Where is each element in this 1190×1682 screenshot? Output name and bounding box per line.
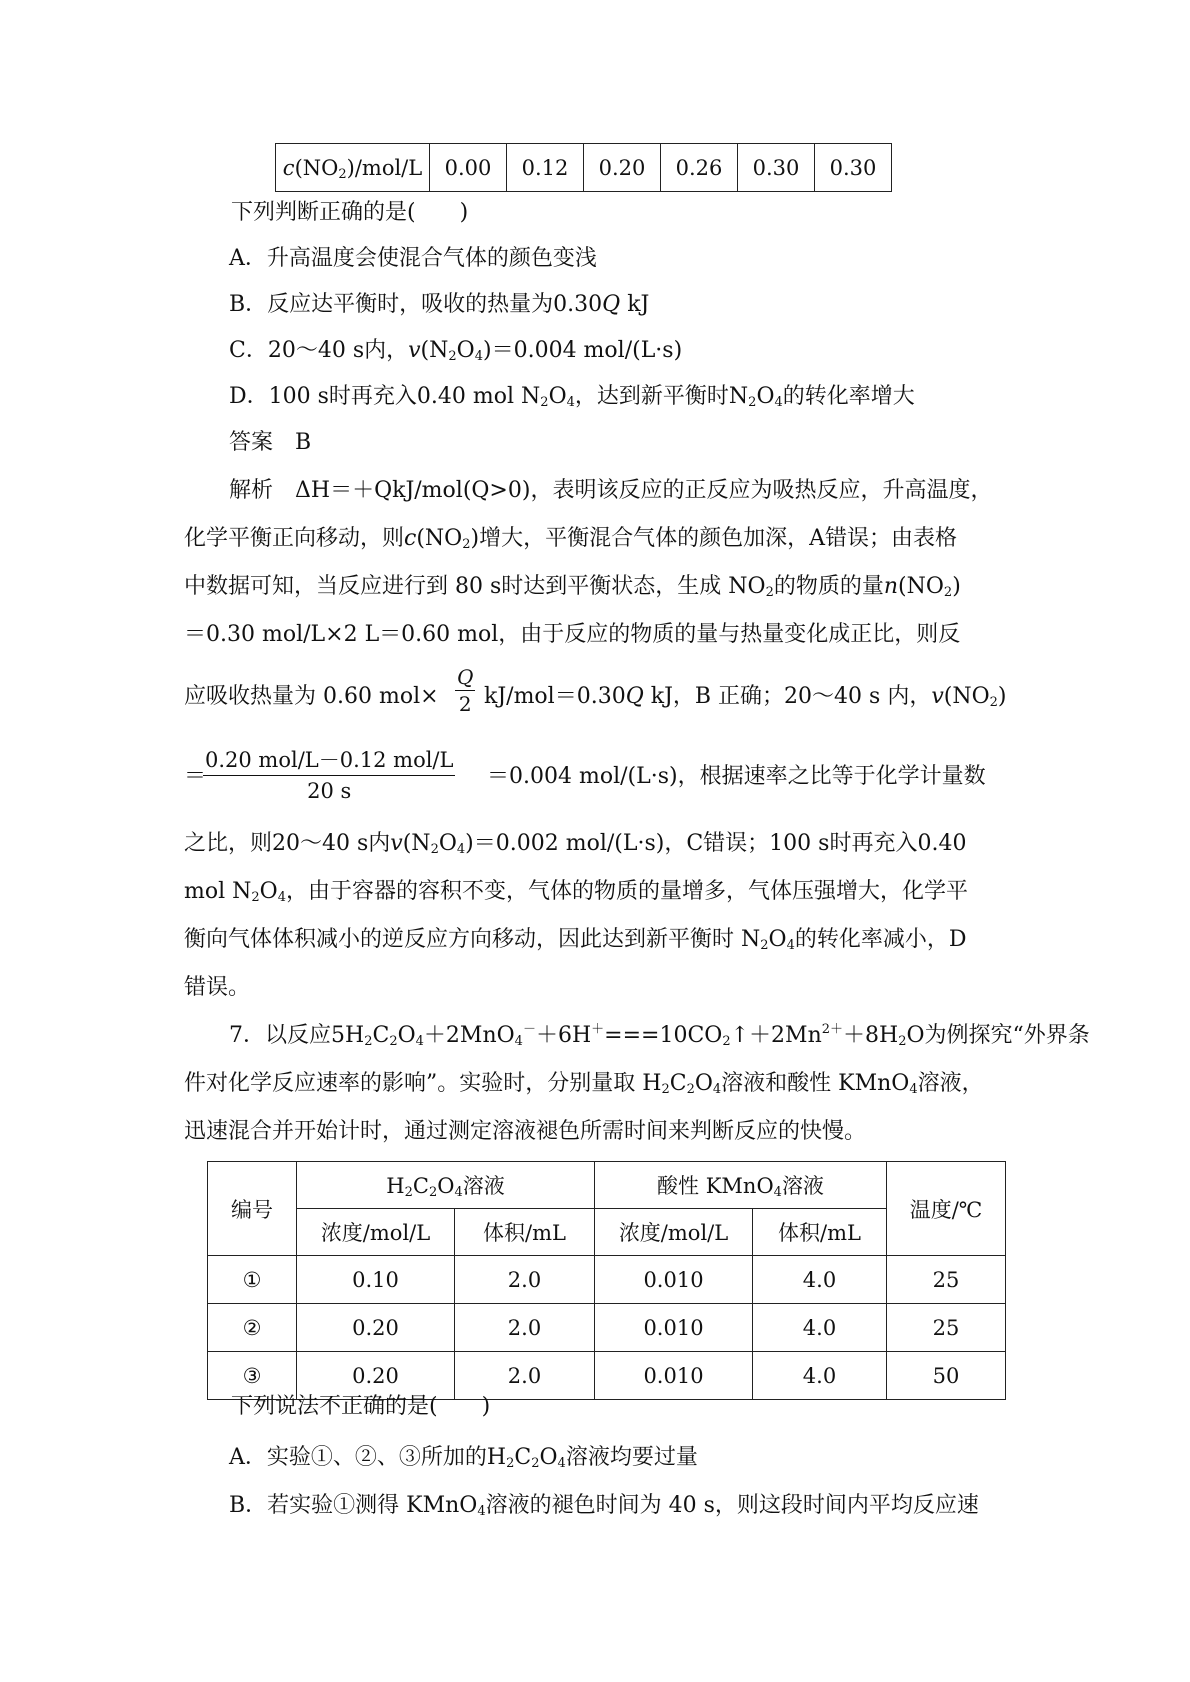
fraction-numerator: 0.20 mol/L－0.12 mol/L	[203, 746, 455, 776]
option-b: B．反应达平衡时，吸收的热量为0.30Q kJ	[229, 292, 650, 317]
cell-concentration: 0.010	[595, 1304, 753, 1352]
table-row-label: $c(NO_2)/mol/L$	[276, 144, 430, 192]
table-cell: 0.30	[738, 144, 815, 192]
analysis-line-10: 错误。	[184, 975, 251, 1000]
answer: 答案 B	[229, 430, 312, 455]
option-d: D．100 s时再充入0.40 mol $N_2O_4$，达到新平衡时$N_2O_4$的转化率增大	[229, 384, 915, 410]
fraction-numerator: Q	[457, 665, 474, 689]
analysis-line-5-end: kJ/mol＝0.30Q kJ，B 正确；20～40 s 内，$v(NO_2)$	[484, 684, 1007, 710]
analysis-line-9: 衡向气体体积减小的逆反应方向移动，因此达到新平衡时 $N_2O_4$的转化率减小，D	[184, 927, 967, 953]
analysis-line-1: 解析 ΔH＝＋QkJ/mol(Q>0)，表明该反应的正反应为吸热反应，升高温度，	[229, 478, 993, 503]
option-c: C．20～40 s内，$v(N_2O_4)=0.004$ mol/(L·s)	[229, 338, 683, 364]
table-row	[208, 1304, 1006, 1352]
analysis-line-3: 中数据可知，当反应进行到 80 s时达到平衡状态，生成 $NO_2$的物质的量$n(NO_2)$	[184, 574, 961, 600]
cell-concentration: 0.20	[297, 1352, 455, 1400]
fraction-denominator: 2	[458, 692, 472, 716]
header-number: 编号	[208, 1162, 297, 1256]
analysis-line-4: ＝0.30 mol/L×2 L＝0.60 mol，由于反应的物质的量与热量变化成正比，则反	[184, 622, 961, 647]
table-row	[208, 1256, 1006, 1304]
header-volume: 体积/mL	[753, 1209, 887, 1256]
question-stem: 下列判断正确的是( )	[231, 200, 469, 225]
fraction-rate	[203, 746, 455, 805]
analysis-line-6-eq: ＝	[184, 764, 207, 789]
q7-option-b: B．若实验①测得 KMnO$_4$溶液的褪色时间为 40 s，则这段时间内平均反应速	[229, 1493, 979, 1519]
cell-temperature: 50	[887, 1352, 1006, 1400]
header-volume: 体积/mL	[455, 1209, 595, 1256]
concentration-table	[275, 143, 892, 192]
row-id: ③	[208, 1352, 297, 1400]
header-kmno4-solution: 酸性 KMnO$_4$溶液	[595, 1162, 887, 1209]
header-concentration: 浓度/mol/L	[297, 1209, 455, 1256]
experiment-table	[207, 1161, 1006, 1400]
table-cell: 0.20	[584, 144, 661, 192]
cell-temperature: 25	[887, 1256, 1006, 1304]
fraction-denominator: 20 s	[307, 779, 352, 803]
table-cell: 0.26	[661, 144, 738, 192]
fraction-q-over-2	[455, 665, 475, 716]
cell-concentration: 0.20	[297, 1304, 455, 1352]
q7-line-1: 7．以反应$5H_2C_2O_4+2MnO_4^-+6H^+===10CO_2↑+2Mn^{2+}+8H_2O$为例探究“外界条	[229, 1022, 1090, 1049]
cell-concentration: 0.10	[297, 1256, 455, 1304]
table-cell: 0.12	[507, 144, 584, 192]
table-cell: 0.00	[430, 144, 507, 192]
q7-line-2: 件对化学反应速率的影响”。实验时，分别量取 $H_2C_2O_4$溶液和酸性 KMnO$_4$溶液，	[184, 1071, 984, 1097]
analysis-line-7: 之比，则20～40 s内$v(N_2O_4)=0.002$ mol/(L·s)，C错误；100 s时再充入0.40	[184, 831, 967, 857]
cell-concentration: 0.010	[595, 1256, 753, 1304]
cell-volume: 4.0	[753, 1304, 887, 1352]
analysis-line-2: 化学平衡正向移动，则$c(NO_2)$增大，平衡混合气体的颜色加深，A错误；由表格	[184, 526, 957, 552]
cell-volume: 2.0	[455, 1304, 595, 1352]
cell-volume: 2.0	[455, 1352, 595, 1400]
analysis-line-6-end: ＝0.004 mol/(L·s)，根据速率之比等于化学计量数	[487, 764, 986, 789]
row-id: ②	[208, 1304, 297, 1352]
row-id: ①	[208, 1256, 297, 1304]
q7-option-a: A．实验①、②、③所加的$H_2C_2O_4$溶液均要过量	[229, 1445, 698, 1471]
cell-volume: 2.0	[455, 1256, 595, 1304]
q7-line-3: 迅速混合并开始计时，通过测定溶液褪色所需时间来判断反应的快慢。	[184, 1119, 867, 1144]
analysis-line-5-start: 应吸收热量为 0.60 mol×	[184, 684, 439, 709]
header-concentration: 浓度/mol/L	[595, 1209, 753, 1256]
cell-volume: 4.0	[753, 1256, 887, 1304]
table-cell: 0.30	[815, 144, 892, 192]
cell-temperature: 25	[887, 1304, 1006, 1352]
cell-concentration: 0.010	[595, 1352, 753, 1400]
cell-volume: 4.0	[753, 1352, 887, 1400]
analysis-line-8: mol $N_2O_4$，由于容器的容积不变，气体的物质的量增多，气体压强增大，化学平	[184, 879, 969, 905]
q7-stem: 下列说法不正确的是( )	[231, 1394, 491, 1419]
header-oxalic-solution: $H_2C_2O_4$溶液	[297, 1162, 595, 1209]
option-a: A．升高温度会使混合气体的颜色变浅	[229, 246, 597, 271]
header-temperature: 温度/℃	[887, 1162, 1006, 1256]
